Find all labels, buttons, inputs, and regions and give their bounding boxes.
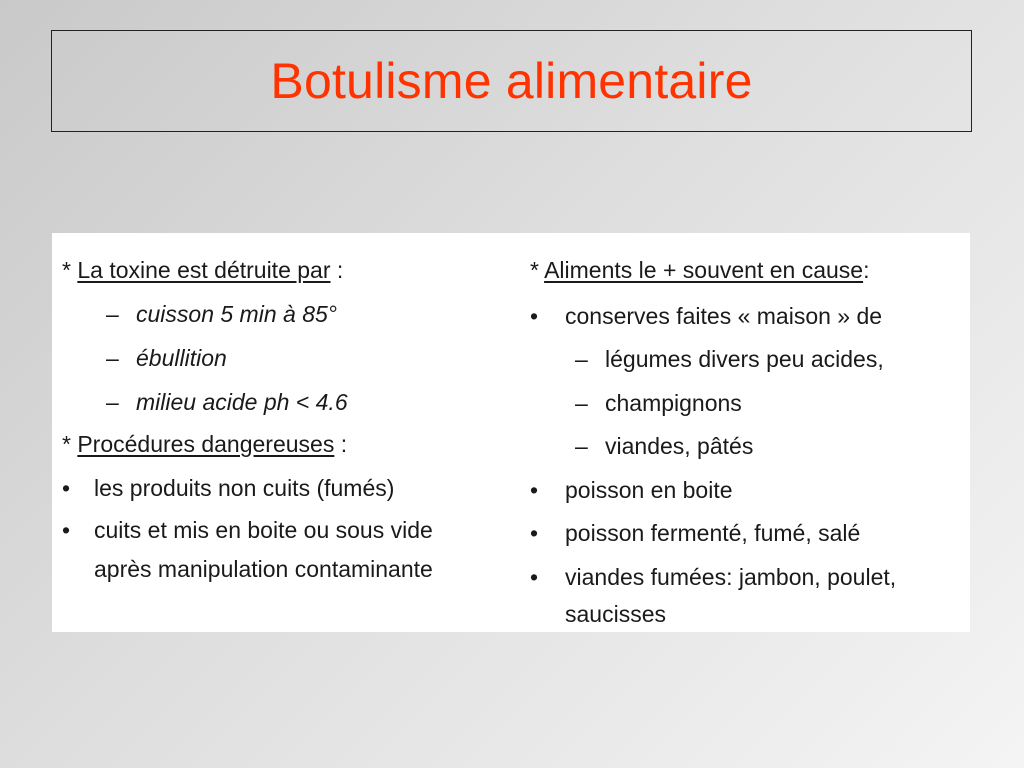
- heading-text: La toxine est détruite par: [77, 257, 331, 283]
- asterisk: *: [530, 257, 545, 283]
- heading-suffix: :: [334, 431, 348, 457]
- bullet-marker: •: [62, 475, 71, 501]
- list-item-text: conserves faites « maison » de: [565, 303, 883, 329]
- section-heading-procedures: [62, 430, 347, 458]
- list-item-text: après manipulation contaminante: [94, 556, 433, 582]
- section-heading-toxine: [62, 256, 343, 284]
- section-heading-aliments: [530, 256, 869, 284]
- list-item-text: cuits et mis en boite ou sous vide: [94, 517, 433, 543]
- list-item-text: viandes, pâtés: [605, 433, 754, 459]
- list-item-text: saucisses: [565, 601, 666, 627]
- sub-list-item: [575, 432, 754, 460]
- list-item-continuation: [565, 600, 666, 628]
- sub-list-item: [575, 345, 884, 373]
- list-item: [530, 476, 733, 504]
- dash-marker: –: [575, 346, 588, 372]
- asterisk: *: [62, 431, 78, 457]
- bullet-marker: •: [530, 564, 539, 590]
- list-item: [106, 300, 337, 328]
- list-item-text: légumes divers peu acides,: [605, 346, 884, 372]
- list-item-text: milieu acide ph < 4.6: [136, 389, 348, 415]
- bullet-marker: •: [530, 520, 539, 546]
- heading-suffix: :: [863, 257, 870, 283]
- dash-marker: –: [106, 389, 119, 415]
- dash-marker: –: [575, 433, 588, 459]
- list-item-text: les produits non cuits (fumés): [94, 475, 395, 501]
- content-panel: [52, 233, 970, 632]
- bullet-marker: •: [530, 303, 539, 329]
- list-item: [530, 519, 861, 547]
- bullet-marker: •: [530, 477, 539, 503]
- dash-marker: –: [106, 345, 119, 371]
- slide-title: Botulisme alimentaire: [270, 53, 753, 109]
- list-item: [106, 388, 348, 416]
- sub-list-item: [575, 389, 742, 417]
- heading-suffix: :: [330, 257, 344, 283]
- list-item: [62, 474, 395, 502]
- list-item-text: poisson en boite: [565, 477, 733, 503]
- heading-text: Procédures dangereuses: [77, 431, 335, 457]
- dash-marker: –: [575, 390, 588, 416]
- list-item-continuation: [94, 555, 433, 583]
- list-item: [62, 516, 433, 544]
- list-item: [530, 302, 883, 330]
- title-box: [51, 30, 972, 132]
- list-item-text: champignons: [605, 390, 742, 416]
- list-item: [106, 344, 227, 372]
- list-item-text: viandes fumées: jambon, poulet,: [565, 564, 897, 590]
- list-item-text: poisson fermenté, fumé, salé: [565, 520, 861, 546]
- dash-marker: –: [106, 301, 119, 327]
- bullet-marker: •: [62, 517, 71, 543]
- heading-text: Aliments le + souvent en cause: [544, 257, 864, 283]
- asterisk: *: [62, 257, 78, 283]
- list-item-text: ébullition: [136, 345, 227, 371]
- list-item-text: cuisson 5 min à 85°: [136, 301, 337, 327]
- list-item: [530, 563, 897, 591]
